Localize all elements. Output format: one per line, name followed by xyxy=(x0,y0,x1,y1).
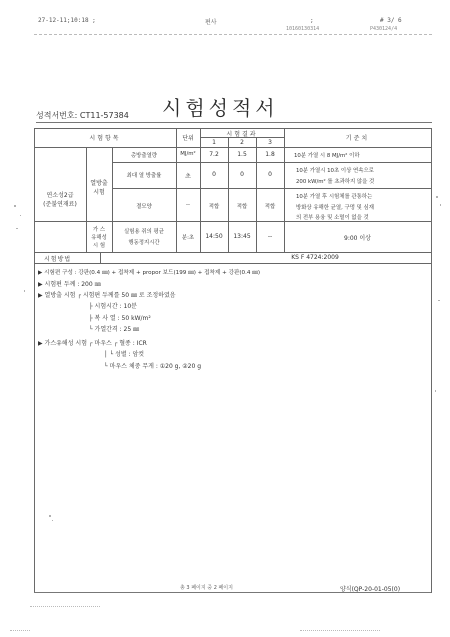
row2-item: 최대 열 방출률 xyxy=(126,173,162,179)
col-header-item: 시험항목 xyxy=(89,135,121,142)
method-value: KS F 4724:2009 xyxy=(291,254,339,261)
col-header-3: 3 xyxy=(268,139,272,146)
note-radiant-heat: ├ 복 사 열 : 50 kW/m² xyxy=(89,315,151,322)
row4-unit: 분:초 xyxy=(181,235,195,241)
page-title: 시험성적서 xyxy=(162,96,279,120)
scan-speck xyxy=(435,390,436,392)
fax-timestamp: 27-12-11;10:18 ; xyxy=(38,17,96,24)
row4-standard: 9:00 이상 xyxy=(344,235,371,242)
scan-artifact-line xyxy=(10,630,30,631)
row3-value-1: 적합 xyxy=(208,204,220,210)
row4-item-line2: 행동정지시간 xyxy=(128,240,160,246)
row3-standard-line2: 방화상 유해한 균열, 구멍 및 심재 xyxy=(296,205,374,211)
row1-unit: MJ/m² xyxy=(180,151,196,157)
title-rule xyxy=(36,122,432,123)
note-mouse-sex: │ └ 성별 : 암컷 xyxy=(104,351,145,358)
col-header-standard: 기준치 xyxy=(345,135,370,142)
row2-standard-line2: 200 kW/m² 를 초과하지 않을 것 xyxy=(296,179,375,185)
document-frame xyxy=(34,128,432,593)
gas-group-label-2: 유해성 xyxy=(91,235,107,241)
row2-unit: 초 xyxy=(185,173,191,180)
fax-number-right: P430124/4 xyxy=(370,26,398,32)
row3-item: 결모양 xyxy=(136,204,152,210)
fax-divider xyxy=(34,34,432,35)
col-header-unit: 단위 xyxy=(182,135,194,142)
heat-group-label: 열방출 xyxy=(90,180,108,187)
col-header-result: 시험결과 xyxy=(226,131,258,138)
scan-speck xyxy=(14,205,16,207)
note-gas-test: ▶ 가스유해성 시험 ┌ 마우스 ┌ 혈종 : ICR xyxy=(38,340,147,347)
row1-value-2: 1.5 xyxy=(237,151,247,158)
scan-speck xyxy=(20,215,21,216)
note-test-time: ├ 시험시간 : 10분 xyxy=(89,303,137,310)
scan-speck xyxy=(436,196,438,198)
row4-value-1: 14:50 xyxy=(205,233,223,240)
gas-group-label: 가 스 xyxy=(92,227,106,233)
grade-label: 연소성2급 xyxy=(46,192,74,199)
note-heat-test: ▶ 열방출 시험 ┌ 시험편 두께를 50 ㎜ 로 조정하였음 xyxy=(38,292,176,299)
row1-value-3: 1.8 xyxy=(265,151,275,158)
row4-item-line1: 실험용 쥐의 평균 xyxy=(124,229,164,235)
fax-sender: 편사 xyxy=(205,19,217,26)
row4-value-3: -- xyxy=(267,233,273,240)
row3-standard-line3: 의 전부 용융 및 소멸이 없을 것 xyxy=(296,215,369,221)
report-number: 성적서번호: CT11-57384 xyxy=(36,111,129,120)
col-header-2: 2 xyxy=(240,139,244,146)
scan-artifact-line xyxy=(30,606,100,607)
note-heating-interval: └ 가열간격 : 25 ㎜ xyxy=(89,326,140,333)
row3-standard-line1: 10분 가열 후 시험체를 관통하는 xyxy=(296,194,373,200)
note-mouse-weight: └ 마우스 체중 무게 : ①20 g, ②20 g xyxy=(104,363,202,370)
scan-speck xyxy=(49,515,51,517)
method-label: 시험방법 xyxy=(44,256,72,263)
row3-unit: -- xyxy=(186,202,190,208)
row2-standard-line1: 10분 가열시 10초 이상 연속으로 xyxy=(296,168,374,174)
fax-separator: ; xyxy=(310,17,314,24)
scan-speck xyxy=(52,520,53,521)
row2-value-3: 0 xyxy=(268,171,272,178)
scan-speck xyxy=(438,300,440,301)
fax-number-left: 10160130314 xyxy=(286,26,320,32)
fax-page-count: # 3/ 6 xyxy=(380,17,402,24)
row4-value-2: 13:45 xyxy=(233,233,251,240)
note-specimen-thickness: ▶ 시험편 두께 : 200 ㎜ xyxy=(38,281,101,288)
row1-item: 총방출열량 xyxy=(130,153,158,159)
scan-speck xyxy=(16,228,18,229)
row1-value-1: 7.2 xyxy=(209,151,219,158)
col-header-1: 1 xyxy=(212,139,216,146)
scan-artifact-line xyxy=(300,630,380,631)
heat-group-label-2: 시험 xyxy=(93,189,105,196)
scan-speck xyxy=(440,204,441,206)
scan-speck xyxy=(24,290,25,292)
grade-sublabel: (준불연재료) xyxy=(43,201,77,208)
row3-value-3: 적합 xyxy=(264,204,276,210)
form-number: 양식(QP-20-01-05(0) xyxy=(340,586,401,593)
row2-value-2: 0 xyxy=(240,171,244,178)
note-specimen-composition: ▶ 시험편 구성 : 강판(0.4 ㎜) + 접착제 + propor 보드(199 ㎜) + 접착제 + 강판(0.4 ㎜) xyxy=(38,270,261,276)
gas-group-label-3: 시 험 xyxy=(92,243,106,249)
page-indicator: 총 3 페이지 중 2 페이지 xyxy=(180,585,233,591)
row3-value-2: 적합 xyxy=(236,204,248,210)
row2-value-1: 0 xyxy=(212,171,216,178)
row1-standard: 10분 가열 시 8 MJ/m² 이하 xyxy=(294,153,360,159)
